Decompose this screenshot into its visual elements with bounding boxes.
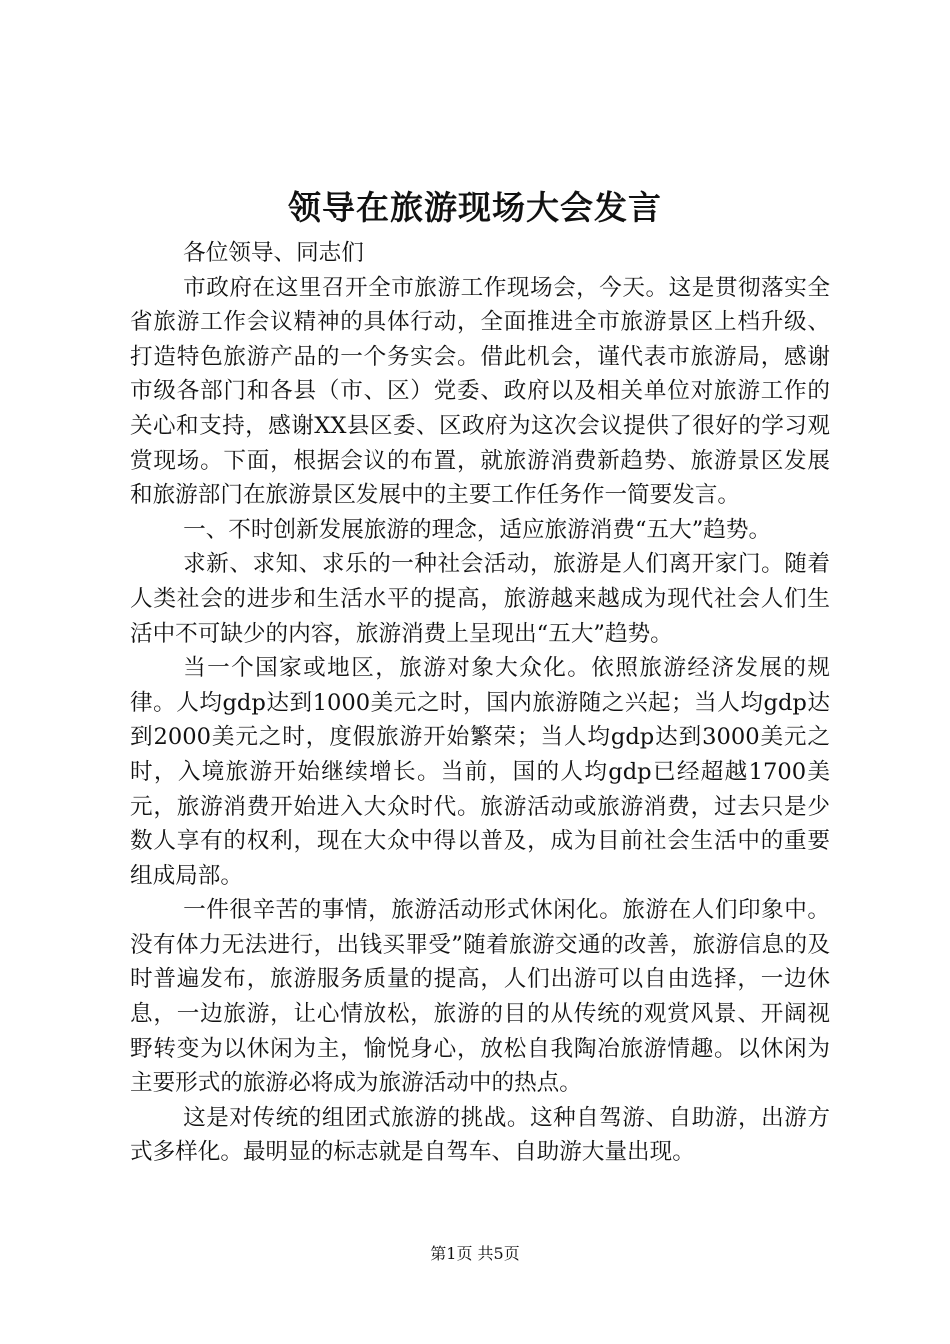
salutation: 各位领导、同志们 — [183, 240, 364, 266]
paragraph: 求新、求知、求乐的一种社会活动，旅游是人们离开家门。随着人类社会的进步和生活水平的提高，旅游越来越成为现代社会人们生活中不可缺少的内容，旅游消费上呈现出“五大”趋势。 — [130, 551, 830, 647]
page-number-footer: 第1页 共5页 — [430, 1244, 520, 1263]
paragraph: 当一个国家或地区，旅游对象大众化。依照旅游经济发展的规律。人均gdp达到1000美元之时，国内旅游随之兴起；当人均gdp达到2000美元之时，度假旅游开始繁荣；当人均gdp达到3000美元之时，入境旅游开始继续增长。当前，国的人均gdp已经超越1700美元，旅游消费开始进入大众时代。旅游活动或旅游消费，过去只是少数人享有的权利，现在大众中得以普及，成为目前社会生活中的重要组成局部。 — [130, 655, 830, 889]
paragraph: 这是对传统的组团式旅游的挑战。这种自驾游、自助游，出游方式多样化。最明显的标志就是自驾车、自助游大量出现。 — [130, 1104, 830, 1166]
document-title: 领导在旅游现场大会发言 — [288, 188, 662, 227]
paragraph: 一件很辛苦的事情，旅游活动形式休闲化。旅游在人们印象中。没有体力无法进行，出钱买罪受”随着旅游交通的改善，旅游信息的及时普遍发布，旅游服务质量的提高，人们出游可以自由选择，一边休息，一边旅游，让心情放松，旅游的目的从传统的观赏风景、开阔视野转变为以休闲为主，愉悦身心，放松自我陶冶旅游情趣。以休闲为主要形式的旅游必将成为旅游活动中的热点。 — [130, 897, 830, 1097]
section-heading: 一、不时创新发展旅游的理念，适应旅游消费“五大”趋势。 — [183, 516, 772, 543]
paragraph: 市政府在这里召开全市旅游工作现场会，今天。这是贯彻落实全省旅游工作会议精神的具体行动，全面推进全市旅游景区上档升级、打造特色旅游产品的一个务实会。借此机会，谨代表市旅游局，感谢市级各部门和各县（市、区）党委、政府以及相关单位对旅游工作的关心和支持，感谢XX县区委、区政府为这次会议提供了很好的学习观赏现场。下面，根据会议的布置，就旅游消费新趋势、旅游景区发展和旅游部门在旅游景区发展中的主要工作任务作一简要发言。 — [130, 274, 830, 509]
document-body — [130, 236, 830, 1170]
